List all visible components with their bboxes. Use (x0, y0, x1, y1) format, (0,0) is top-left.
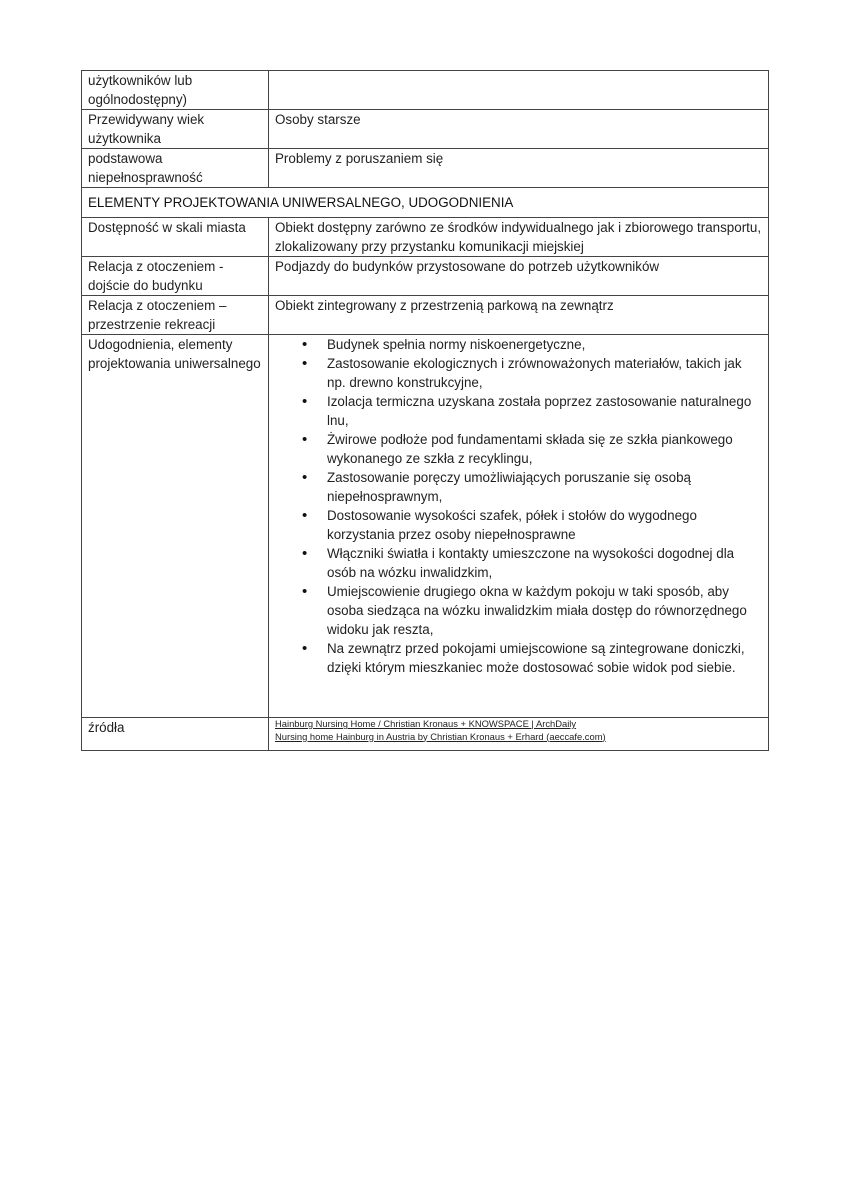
row-label: Dostępność w skali miasta (82, 218, 269, 257)
list-item: • Żwirowe podłoże pod fundamentami składa się ze szkła piankowego wykonanego ze szkła z recyklingu, (327, 430, 762, 468)
list-item: • Na zewnątrz przed pokojami umiejscowione są zintegrowane doniczki, dzięki którym mieszkaniec może dostosować sobie widok pod siebie. (327, 639, 762, 677)
row-value: Podjazdy do budynków przystosowane do potrzeb użytkowników (269, 257, 769, 296)
source-link[interactable]: Nursing home Hainburg in Austria by Christian Kronaus + Erhard (aeccafe.com) (275, 730, 606, 742)
row-label: Relacja z otoczeniem – przestrzenie rekreacji (82, 296, 269, 335)
list-item: • Izolacja termiczna uzyskana została poprzez zastosowanie naturalnego lnu, (327, 392, 762, 430)
row-label: Przewidywany wiek użytkownika (82, 110, 269, 149)
row-label: podstawowa niepełnosprawność (82, 149, 269, 188)
table-row (82, 718, 769, 751)
table-row (82, 257, 769, 296)
list-item: • Zastosowanie ekologicznych i zrównoważonych materiałów, takich jak np. drewno konstrukcyjne, (327, 354, 762, 392)
row-value (269, 71, 769, 110)
section-header-row (82, 188, 769, 218)
source-link[interactable]: Hainburg Nursing Home / Christian Kronaus + KNOWSPACE | ArchDaily (275, 718, 577, 729)
table-row (82, 335, 769, 718)
row-label: źródła (82, 718, 269, 751)
universal-design-table (81, 70, 769, 751)
row-value: Obiekt zintegrowany z przestrzenią parkową na zewnątrz (269, 296, 769, 335)
row-label: użytkowników lub ogólnodostępny) (82, 71, 269, 110)
amenities-cell (269, 335, 769, 718)
table-row (82, 71, 769, 110)
list-item: • Włączniki światła i kontakty umieszczone na wysokości dogodnej dla osób na wózku inwalidzkim, (327, 544, 762, 582)
row-value: Problemy z poruszaniem się (269, 149, 769, 188)
table-row (82, 296, 769, 335)
sources-cell (269, 718, 769, 751)
list-item: • Budynek spełnia normy niskoenergetyczne, (327, 335, 762, 354)
list-item: • Umiejscowienie drugiego okna w każdym pokoju w taki sposób, aby osoba siedząca na wózku inwalidzkim miała dostęp do równorzędnego widoku jak reszta, (327, 582, 762, 639)
table-row (82, 110, 769, 149)
list-item: • Zastosowanie poręczy umożliwiających poruszanie się osobą niepełnosprawnym, (327, 468, 762, 506)
amenities-list (275, 335, 762, 677)
row-value: Osoby starsze (269, 110, 769, 149)
list-item: • Dostosowanie wysokości szafek, półek i stołów do wygodnego korzystania przez osoby niepełnosprawne (327, 506, 762, 544)
section-title: ELEMENTY PROJEKTOWANIA UNIWERSALNEGO, UDOGODNIENIA (82, 188, 769, 218)
row-label: Udogodnienia, elementy projektowania uniwersalnego (82, 335, 269, 718)
table-row (82, 218, 769, 257)
row-value: Obiekt dostępny zarówno ze środków indywidualnego jak i zbiorowego transportu, zlokalizowany przy przystanku komunikacji miejskiej (269, 218, 769, 257)
row-label: Relacja z otoczeniem - dojście do budynku (82, 257, 269, 296)
table-row (82, 149, 769, 188)
